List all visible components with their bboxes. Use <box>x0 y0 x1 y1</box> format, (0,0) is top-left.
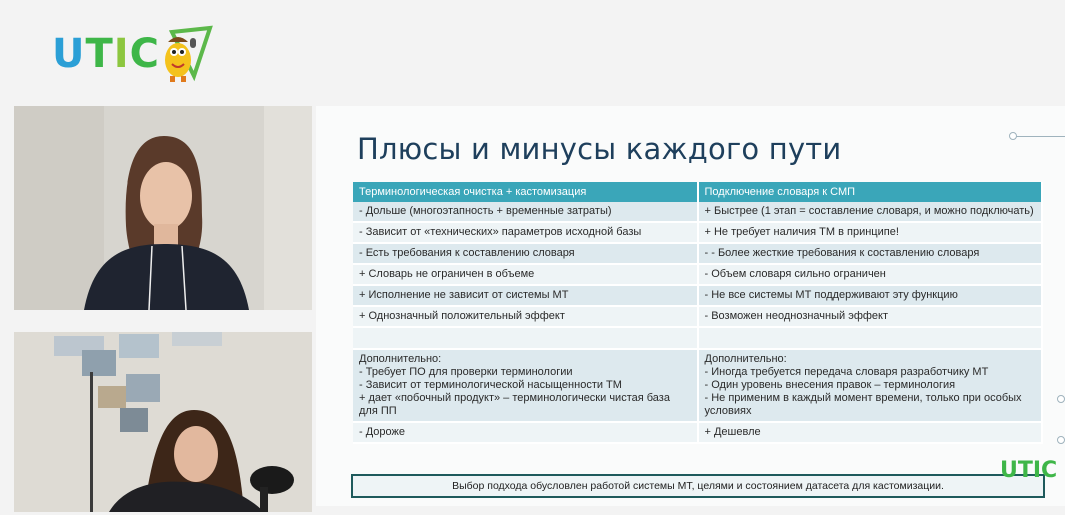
table-cell: + Словарь не ограничен в объеме <box>353 264 698 285</box>
table-cell: + Однозначный положительный эффект <box>353 306 698 327</box>
table-cell: - Объем словаря сильно ограничен <box>698 264 1043 285</box>
conclusion-box: Выбор подхода обусловлен работой системы МТ, целями и состоянием датасета для кастомизации. <box>351 474 1045 498</box>
decorative-dot <box>1009 132 1017 140</box>
table-cell <box>353 327 698 349</box>
decorative-dot <box>1057 395 1065 403</box>
decorative-line <box>1014 136 1065 137</box>
table-row <box>353 349 1042 422</box>
table-header-row <box>353 182 1042 202</box>
table-cell: + Не требует наличия ТМ в принципе! <box>698 222 1043 243</box>
table-cell: + Дешевле <box>698 422 1043 443</box>
table-cell: - Зависит от «технических» параметров исходной базы <box>353 222 698 243</box>
table-row <box>353 285 1042 306</box>
table-cell: - Возможен неоднозначный эффект <box>698 306 1043 327</box>
table-cell: - Дольше (многоэтапность + временные затраты) <box>353 202 698 222</box>
table-cell: + Быстрее (1 этап = составление словаря, и можно подключать) <box>698 202 1043 222</box>
utic-watermark <box>1000 458 1057 483</box>
participant-1-image <box>14 106 312 310</box>
utic-logo <box>52 24 216 84</box>
table-row <box>353 243 1042 264</box>
table-cell: + Исполнение не зависит от системы МТ <box>353 285 698 306</box>
decorative-dot <box>1057 436 1065 444</box>
mascot-icon <box>154 24 216 84</box>
table-cell: Дополнительно: - Иногда требуется передача словаря разработчику МТ - Один уровень внесения правок – терминология - Не применим в каждый момент времени, только при особых условиях <box>698 349 1043 422</box>
table-cell <box>698 327 1043 349</box>
column-header: Терминологическая очистка + кастомизация <box>353 182 698 202</box>
table-cell: - - Более жесткие требования к составлению словаря <box>698 243 1043 264</box>
table-row <box>353 306 1042 327</box>
table-row-spacer <box>353 327 1042 349</box>
logo-text: UTIC <box>52 31 161 77</box>
table-row <box>353 202 1042 222</box>
table-row <box>353 264 1042 285</box>
participant-video-2[interactable] <box>14 332 312 512</box>
participant-video-1[interactable] <box>14 106 312 310</box>
table-cell: - Не все системы МТ поддерживают эту функцию <box>698 285 1043 306</box>
table-row <box>353 222 1042 243</box>
table-cell: - Есть требования к составлению словаря <box>353 243 698 264</box>
table-cell: Дополнительно: - Требует ПО для проверки терминологии - Зависит от терминологической насыщенности ТМ + дает «побочный продукт» – терминологически чистая база для ПП <box>353 349 698 422</box>
presentation-slide <box>316 106 1065 506</box>
participant-2-image <box>14 332 312 512</box>
column-header: Подключение словаря к СМП <box>698 182 1043 202</box>
table-row <box>353 422 1042 443</box>
watermark-text: UTIC <box>1000 458 1058 483</box>
slide-title: Плюсы и минусы каждого пути <box>357 132 842 166</box>
comparison-table <box>353 182 1043 444</box>
table-cell: - Дороже <box>353 422 698 443</box>
